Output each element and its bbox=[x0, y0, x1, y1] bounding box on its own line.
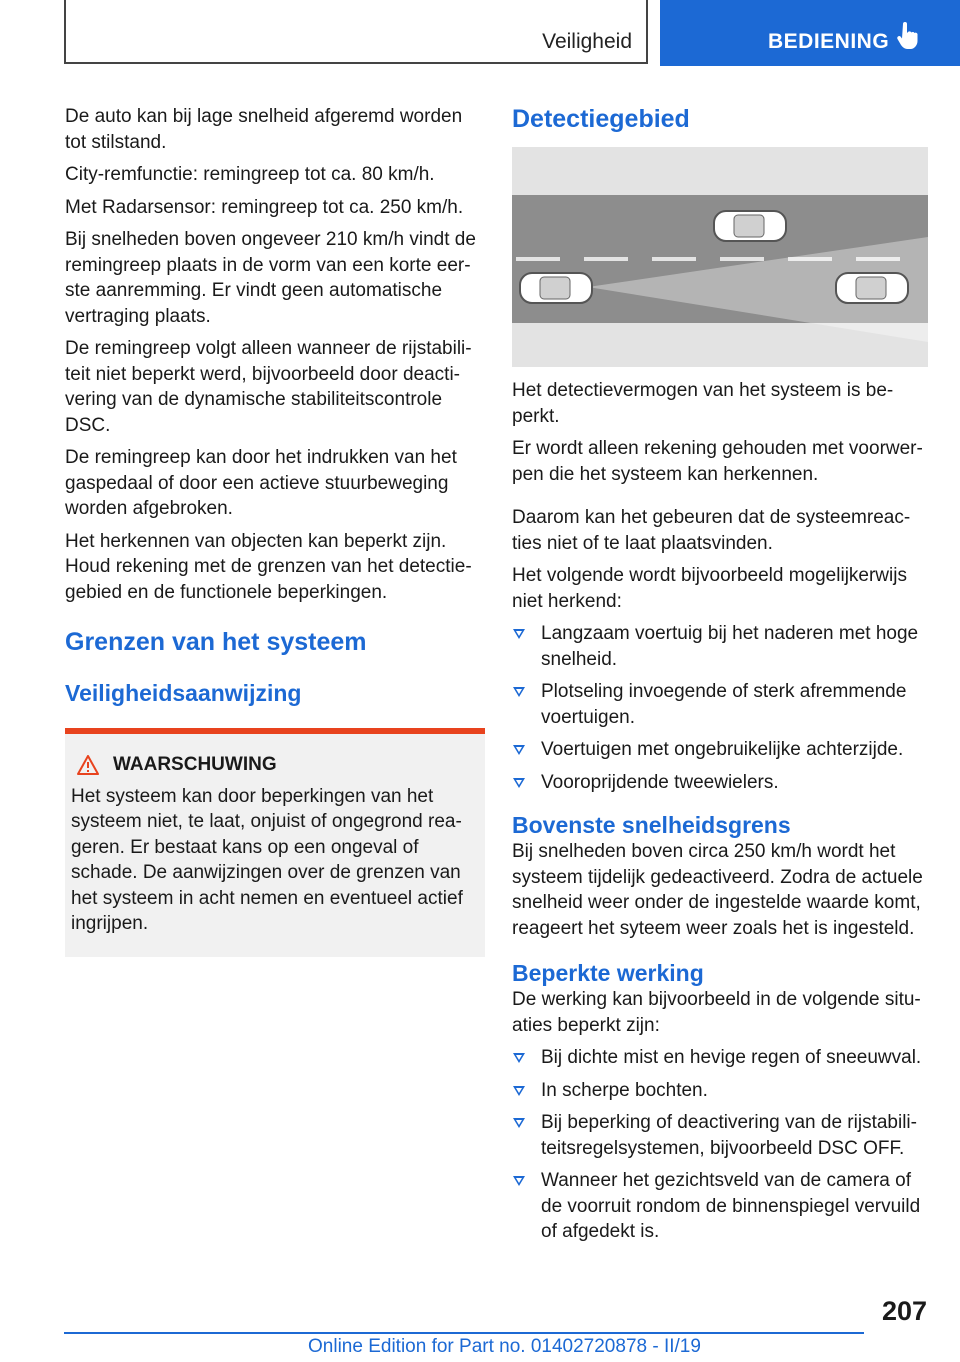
list-item: Bij beperking of deactivering van de rijstabili-teitsregelsystemen, bijvoorbeeld DSC OFF. bbox=[512, 1110, 932, 1161]
footer-edition: Online Edition for Part no. 01402720878 - II/19 bbox=[308, 1336, 701, 1357]
paragraph: De remingreep kan door het indrukken van het gaspedaal of door een actieve stuurbeweging worden afgebroken. bbox=[65, 447, 457, 519]
header-chapter-label: BEDIENING bbox=[768, 30, 890, 53]
header-section-box bbox=[64, 0, 648, 64]
bullet-arrow-icon bbox=[513, 1086, 525, 1096]
car-icon bbox=[836, 273, 908, 303]
warning-triangle-icon bbox=[77, 755, 99, 775]
list-item: Wanneer het gezichtsveld van de camera of de voorruit rondom de binnenspiegel vervuild of afgedekt is. bbox=[512, 1168, 932, 1245]
detection-area-illustration bbox=[512, 147, 928, 367]
paragraph: Het herkennen van objecten kan beperkt zijn. Houd rekening met de grenzen van het detectie-gebied en de functionele beperkingen. bbox=[65, 530, 472, 603]
paragraph: Met Radarsensor: remingreep tot ca. 250 km/h. bbox=[65, 196, 464, 218]
heading-grenzen: Grenzen van het systeem bbox=[65, 628, 367, 656]
paragraph: De remingreep volgt alleen wanneer de rijstabili-teit niet beperkt werd, bijvoorbeeld door deacti-vering van de dynamische stabiliteitscontrole DSC. bbox=[65, 338, 472, 436]
heading-detectiegebied: Detectiegebied bbox=[512, 105, 690, 133]
paragraph: Bij snelheden boven circa 250 km/h wordt het systeem tijdelijk gedeactiveerd. Zodra de actuele snelheid weer onder de ingestelde waarde komt, reageert het syteem weer zoals het is ingesteld. bbox=[512, 841, 923, 939]
hand-pointer-icon bbox=[897, 22, 919, 50]
paragraph: Bij snelheden boven ongeveer 210 km/h vindt de remingreep plaats in de vorm van een korte eer-ste aanremming. Er vindt geen automatische vertraging plaats. bbox=[65, 229, 476, 327]
list-item: In scherpe bochten. bbox=[512, 1078, 932, 1104]
car-icon bbox=[714, 211, 786, 241]
unrecognized-list bbox=[512, 621, 932, 795]
paragraph: Er wordt alleen rekening gehouden met voorwer-pen die het systeem kan herkennen. bbox=[512, 438, 923, 485]
header-section-title: Veiligheid bbox=[542, 30, 632, 53]
page-number: 207 bbox=[881, 1296, 927, 1326]
right-heading-wrap bbox=[512, 104, 932, 134]
heading-bovenste-snelheidsgrens: Bovenste snelheidsgrens bbox=[512, 812, 791, 838]
bullet-arrow-icon bbox=[513, 629, 525, 639]
bullet-arrow-icon bbox=[513, 1053, 525, 1063]
heading-beperkte-werking: Beperkte werking bbox=[512, 960, 704, 986]
heading-veiligheidsaanwijzing: Veiligheidsaanwijzing bbox=[65, 680, 302, 706]
bullet-arrow-icon bbox=[513, 778, 525, 788]
left-column bbox=[65, 104, 485, 957]
warning-title-text: WAARSCHUWING bbox=[113, 754, 277, 775]
paragraph: Het volgende wordt bijvoorbeeld mogelijkerwijs niet herkend: bbox=[512, 565, 907, 612]
warning-text: Het systeem kan door beperkingen van het systeem niet, te laat, onjuist of ongegrond rea-geren. Er bestaat kans op een ongeval of schade. De aanwijzingen over de grenzen van het systeem in acht nemen en eventueel actief ingrijpen. bbox=[71, 785, 463, 934]
header-chapter-tab[interactable] bbox=[660, 0, 960, 66]
warning-box bbox=[65, 728, 485, 957]
bullet-arrow-icon bbox=[513, 687, 525, 697]
list-item: Voertuigen met ongebruikelijke achterzijde. bbox=[512, 737, 932, 763]
car-icon bbox=[520, 273, 592, 303]
paragraph: De auto kan bij lage snelheid afgeremd worden tot stilstand. bbox=[65, 106, 463, 153]
paragraph: Het detectievermogen van het systeem is be-perkt. bbox=[512, 380, 894, 427]
list-item: Bij dichte mist en hevige regen of sneeuwval. bbox=[512, 1045, 932, 1071]
paragraph: City-remfunctie: remingreep tot ca. 80 km/h. bbox=[65, 164, 435, 185]
list-item: Plotseling invoegende of sterk afremmende voertuigen. bbox=[512, 679, 932, 730]
bullet-arrow-icon bbox=[513, 1118, 525, 1128]
bullet-arrow-icon bbox=[513, 745, 525, 755]
road-diagram bbox=[512, 147, 928, 367]
paragraph: Daarom kan het gebeuren dat de systeemreac-ties niet of te laat plaatsvinden. bbox=[512, 507, 911, 554]
paragraph: De werking kan bijvoorbeeld in de volgende situ-aties beperkt zijn: bbox=[512, 989, 921, 1036]
list-item: Langzaam voertuig bij het naderen met hoge snelheid. bbox=[512, 621, 932, 672]
bullet-arrow-icon bbox=[513, 1176, 525, 1186]
footer-divider bbox=[64, 1332, 864, 1334]
limited-operation-list bbox=[512, 1045, 932, 1245]
right-column bbox=[512, 378, 932, 1252]
warning-title bbox=[77, 752, 475, 778]
list-item: Vooroprijdende tweewielers. bbox=[512, 770, 932, 796]
